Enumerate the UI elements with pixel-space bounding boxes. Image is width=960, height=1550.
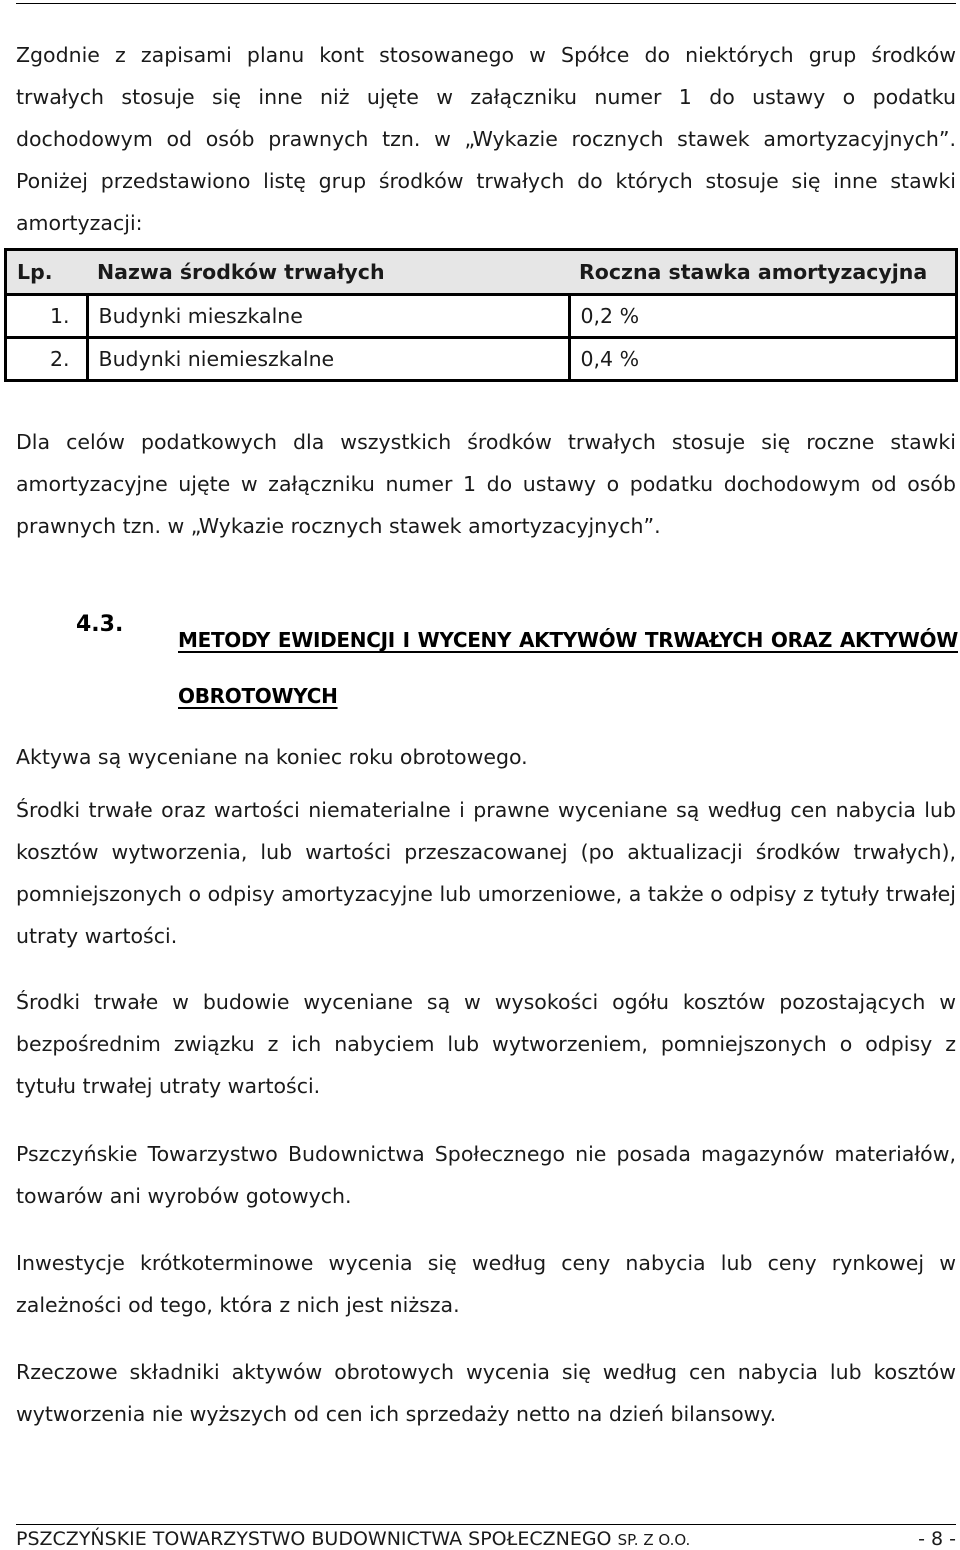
paragraph-valuation-date: Aktywa są wyceniane na koniec roku obrotowego. <box>16 745 528 769</box>
paragraph-fixed-assets: Środki trwałe oraz wartości niematerialne i prawne wyceniane są według cen nabycia lub kosztów wytworzenia, lub wartości przeszacowanej (po aktualizacji środków trwałych), pomniejszonych o odpisy amortyzacyjne lub umorzeniowe, a także o odpisy z tytuły trwałej utraty wartości. <box>16 798 956 948</box>
section-title <box>178 612 958 724</box>
table-row <box>6 295 957 338</box>
top-rule <box>16 3 956 4</box>
depreciation-rates-table <box>4 248 958 382</box>
row-lp: 2. <box>6 338 88 381</box>
paragraph-inventory: Pszczyńskie Towarzystwo Budownictwa Społecznego nie posada magazynów materiałów, towarów ani wyrobów gotowych. <box>16 1142 956 1208</box>
row-annual-rate: 0,2 % <box>569 295 957 338</box>
tax-paragraph: Dla celów podatkowych dla wszystkich środków trwałych stosuje się roczne stawki amortyzacyjne ujęte w załączniku numer 1 do ustawy o podatku dochodowym od osób prawnych tzn. w „Wykazie rocznych stawek amortyzacyjnych”. <box>16 430 956 538</box>
footer-company-name: PSZCZYŃSKIE TOWARZYSTWO BUDOWNICTWA SPOŁECZNEGO <box>16 1528 612 1550</box>
intro-paragraph: Zgodnie z zapisami planu kont stosowanego w Spółce do niektórych grup środków trwałych stosuje się inne niż ujęte w załączniku numer 1 do ustawy o podatku dochodowym od osób prawnych tzn. w „Wykazie rocznych stawek amortyzacyjnych”. Poniżej przedstawiono listę grup środków trwałych do których stosuje się inne stawki amortyzacji: <box>16 43 956 235</box>
paragraph-assets-under-construction: Środki trwałe w budowie wyceniane są w wysokości ogółu kosztów pozostających w bezpośrednim związku z ich nabyciem lub wytworzeniem, pomniejszonych o odpisy z tytułu trwałej utraty wartości. <box>16 990 956 1098</box>
page-number: - 8 - <box>918 1528 956 1550</box>
section-title-line1: METODY EWIDENCJI I WYCENY AKTYWÓW TRWAŁYCH ORAZ AKTYWÓW <box>178 628 958 652</box>
header-lp: Lp. <box>6 250 88 295</box>
row-asset-name: Budynki niemieszkalne <box>87 338 569 381</box>
header-annual-rate: Roczna stawka amortyzacyjna <box>569 250 957 295</box>
section-number: 4.3. <box>76 612 124 637</box>
header-asset-name: Nazwa środków trwałych <box>87 250 569 295</box>
paragraph-short-term-investments: Inwestycje krótkoterminowe wycenia się według ceny nabycia lub ceny rynkowej w zależności od tego, która z nich jest niższa. <box>16 1251 956 1317</box>
paragraph-current-assets: Rzeczowe składniki aktywów obrotowych wycenia się według cen nabycia lub kosztów wytworzenia nie wyższych od cen ich sprzedaży netto na dzień bilansowy. <box>16 1360 956 1426</box>
footer-company-suffix: SP. Z O.O. <box>617 1531 691 1549</box>
section-title-line2: OBROTOWYCH <box>178 684 338 708</box>
table-row <box>6 338 957 381</box>
row-lp: 1. <box>6 295 88 338</box>
row-asset-name: Budynki mieszkalne <box>87 295 569 338</box>
footer-rule <box>16 1524 956 1525</box>
footer-company <box>16 1528 690 1550</box>
row-annual-rate: 0,4 % <box>569 338 957 381</box>
table-header-row <box>6 250 957 295</box>
